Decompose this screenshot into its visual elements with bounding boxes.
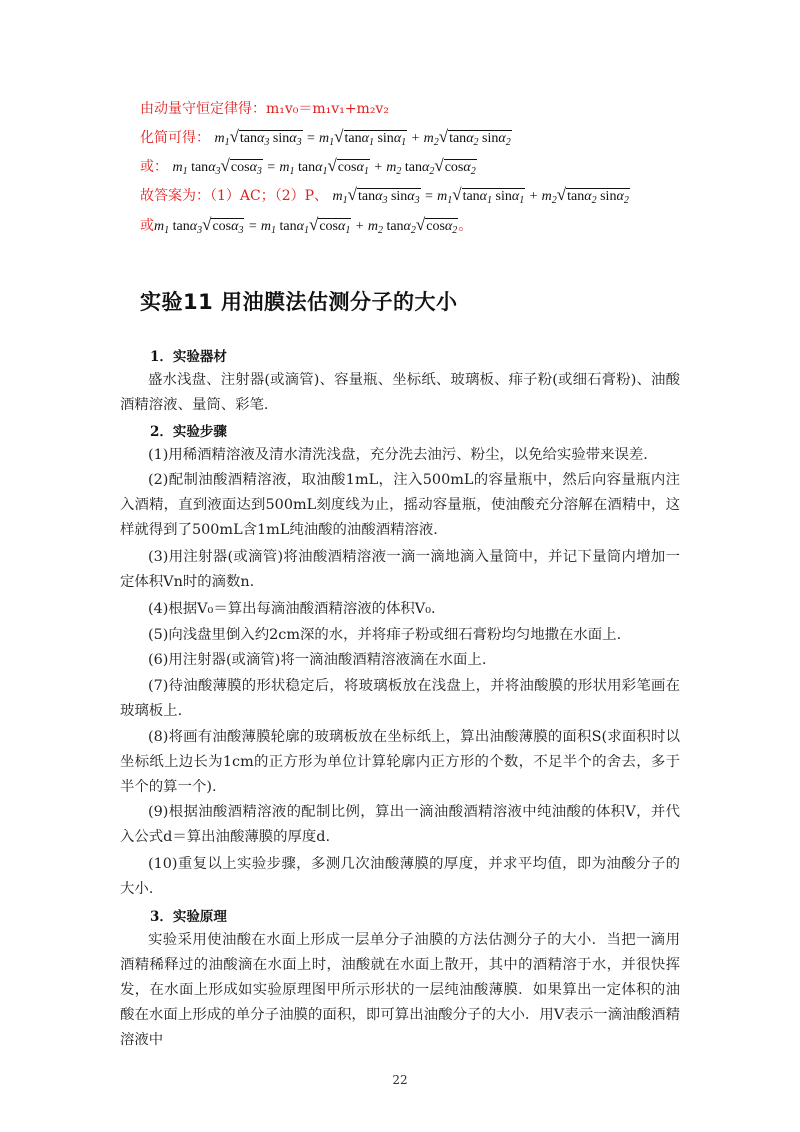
section-1-title: 1．实验器材 xyxy=(150,349,227,365)
or-label: 或： xyxy=(140,159,168,175)
step-10: (10)重复以上实验步骤，多测几次油酸薄膜的厚度，并求平均值，即为油酸分子的大小. xyxy=(120,856,680,897)
step-1: (1)用稀酒精溶液及清水清洗浅盘，充分洗去油污、粉尘，以免给实验带来误差. xyxy=(148,447,648,463)
step-9: (9)根据油酸酒精溶液的配制比例，算出一滴油酸酒精溶液中纯油酸的体积V，并代入公式d＝算出油酸薄膜的厚度d. xyxy=(120,804,680,845)
step-2: (2)配制油酸酒精溶液，取油酸1mL，注入500mL的容量瓶中，然后向容量瓶内注入酒精，直到液面达到500mL刻度线为止，摇动容量瓶，使油酸充分溶解在酒精中，这样就得到了500mL含1mL纯油酸的油酸酒精溶液. xyxy=(120,472,680,538)
or-label-2: 或 xyxy=(140,218,154,234)
step-5: (5)向浅盘里倒入约2cm深的水，并将痱子粉或细石膏粉均匀地撒在水面上. xyxy=(148,627,622,643)
solution-line-3 xyxy=(140,155,477,179)
step-3: (3)用注射器(或滴管)将油酸酒精溶液一滴一滴地滴入量筒中，并记下量筒内增加一定体积Vn时的滴数n. xyxy=(120,549,680,590)
answer-formula-2: $m_1$ $\tan\alpha_3√\cos\alpha_3 = m_1$ $\tan\alpha_1√\cos\alpha_1 + m_2$ tanα$_2$√cosα$_2$ xyxy=(154,215,458,236)
momentum-formula: m₁v₀＝m₁v₁+m₂v₂ xyxy=(266,101,389,117)
step-8: (8)将画有油酸薄膜轮廓的玻璃板放在坐标纸上，算出油酸薄膜的面积S(求面积时以坐标纸上边长为1cm的正方形为单位计算轮廓内正方形的个数，不足半个的舍去，多于半个的算一个). xyxy=(120,729,680,795)
simplify-label: 化简可得： xyxy=(140,130,210,146)
section-3-title: 3．实验原理 xyxy=(150,909,227,925)
formula-tan-sin: $m_1√\tan\alpha_3$ $\sin\alpha_3 = m_1√\tan\alpha_1$ $\sin\alpha_1 + m_2√\tan\alpha_2$ sinα$_2$ xyxy=(214,127,511,148)
solution-line-1 xyxy=(140,98,389,120)
answer-label: 故答案为：（1）AC；（2）P、 xyxy=(140,188,329,204)
section-1-text: 盛水浅盘、注射器(或滴管)、容量瓶、坐标纸、玻璃板、痱子粉(或细石膏粉)、油酸酒精溶液、量筒、彩笔. xyxy=(120,372,680,413)
experiment-title: 实验11 用油膜法估测分子的大小 xyxy=(140,290,458,314)
answer-formula-1: $m_1√\tan\alpha_3$ $\sin\alpha_3 = m_1√\tan\alpha_1$ $\sin\alpha_1 + m_2√\tan\alpha_2$ sinα$_2$ xyxy=(332,185,629,206)
page-number: 22 xyxy=(392,1073,408,1087)
momentum-label: 由动量守恒定律得： xyxy=(140,101,266,117)
period-mark: 。 xyxy=(458,218,473,234)
section-2-title: 2．实验步骤 xyxy=(150,424,227,440)
solution-line-4 xyxy=(140,184,630,208)
section-3-text: 实验采用使油酸在水面上形成一层单分子油膜的方法估测分子的大小．当把一滴用酒精稀释过的油酸滴在水面上时，油酸就在水面上散开，其中的酒精溶于水，并很快挥发，在水面上形成如实验原理图甲所示形状的一层纯油酸薄膜．如果算出一定体积的油酸在水面上形成的单分子油膜的面积，即可算出油酸分子的大小．用V表示一滴油酸酒精溶液中 xyxy=(120,932,680,1048)
formula-tan-cos: $m_1$ $\tan\alpha_3√\cos\alpha_3 = m_1$ $\tan\alpha_1√\cos\alpha_1 + m_2$ tanα$_2$√cosα$_2$ xyxy=(172,156,476,177)
solution-line-5 xyxy=(140,214,472,238)
solution-line-2 xyxy=(140,126,512,150)
step-7: (7)待油酸薄膜的形状稳定后，将玻璃板放在浅盘上，并将油酸膜的形状用彩笔画在玻璃板上. xyxy=(120,678,680,719)
step-6: (6)用注射器(或滴管)将一滴油酸酒精溶液滴在水面上. xyxy=(148,652,487,668)
step-4: (4)根据V₀＝算出每滴油酸酒精溶液的体积V₀. xyxy=(148,601,436,617)
